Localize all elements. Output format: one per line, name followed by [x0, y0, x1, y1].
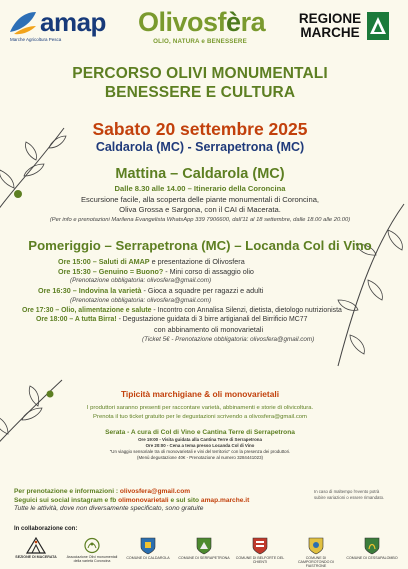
schedule-item: Ore 15:30 – Genuino = Buono? - Mini corso di assaggio olio [58, 266, 254, 276]
schedule-note: (Ticket 5€ - Prenotazione obbligatoria: olivosfera@gmail.com) [142, 335, 315, 343]
regione-wordmark: REGIONE MARCHE [298, 11, 362, 40]
morning-title: Mattina – Caldarola (MC) [115, 166, 285, 182]
afternoon-title: Pomeriggio – Serrapetrona (MC) – Locanda Col di Vino [28, 238, 372, 253]
partner-item: COMUNE DI CESSAPALOMBO [346, 537, 398, 560]
weather-disclaimer: In caso di maltempo l'evento potrà subire variazioni o essere rimandato. [314, 489, 385, 500]
morning-line: Oliva Grossa e Sargona, con il CAI di Macerata. [119, 205, 281, 214]
partner-item: Associazione Olivi monumentali della varietà Coroncina [66, 537, 118, 563]
camporotondo-crest-icon [308, 537, 324, 555]
serata-line: "Un viaggio sensoriale tra oli monovarietali e vini del territorio" con la presenza dei produttori. [109, 449, 291, 455]
schedule-item: Ore 15:00 – Saluti di AMAP e presentazione di Olivosfera [58, 257, 245, 266]
collaboration-label: In collaborazione con: [14, 526, 78, 532]
amap-subtitle: Marche Agricoltura Pesca [10, 37, 62, 42]
morning-info: (Per info e prenotazioni Marilena Evangelista WhatsApp 339 7906600, dall'11 al 18 settembre, dalle 18.00 alle 20.00) [49, 216, 351, 223]
partners-row [10, 537, 398, 569]
regione-marche-logo [294, 10, 392, 46]
morning-time: Dalle 8.30 alle 14.00 – Itinerario della Coroncina [114, 184, 286, 193]
belforte-crest-icon [252, 537, 268, 555]
event-places: Caldarola (MC) - Serrapetrona (MC) [95, 140, 305, 154]
schedule-note: (Prenotazione obbligatoria: olivosfera@gmail.com) [70, 296, 212, 304]
partner-item: SEZIONE DI MACERATA [10, 537, 62, 559]
page-title: PERCORSO OLIVI MONUMENTALI BENESSERE E CULTURA [72, 65, 328, 101]
afternoon-schedule [22, 257, 376, 344]
serata-line: Ore 20:00 - Cena a tema presso Locanda Col di Vino [145, 443, 255, 448]
caldarola-crest-icon [140, 537, 156, 555]
schedule-item: con abbinamento oli monovarietali [154, 324, 264, 334]
schedule-item: Ore 16:30 – Indovina la varietà - Gioca a squadre per ragazzi e adulti [38, 286, 264, 296]
schedule-item: Ore 18:00 – A tutta Birra! - Degustazione guidata di 3 birre artigianali del Birrificio MC77 [36, 316, 308, 324]
cai-logo-icon [26, 537, 46, 554]
partner-item: COMUNE DI SERRAPETRONA [178, 537, 230, 560]
amap-wordmark: amap [40, 7, 106, 37]
social-line: Seguici sui social instagram e fb olimonovarietali e sul sito amap.marche.it [14, 496, 250, 504]
contact-email-link[interactable]: olivosfera@gmail.com [119, 488, 191, 495]
event-date: Sabato 20 settembre 2025 [92, 119, 308, 139]
header-logos [0, 0, 400, 56]
serata-section [40, 429, 360, 462]
contact-line: Per prenotazione e informazioni : olivosfera@gmail.com [14, 488, 191, 495]
morning-line: Escursione facile, alla scoperta delle piante monumentali di Coroncina, [80, 194, 320, 204]
contacts-block [14, 488, 304, 514]
partner-item: COMUNE DI BELFORTE DEL CHIENTI [234, 537, 286, 564]
regione-emblem-icon [367, 12, 389, 40]
olivosfera-wordmark: Olivosfèra [138, 7, 266, 37]
serata-line: Ore 19:00 - Visita guidata alla Cantina Terre di Serrapetrona [138, 436, 262, 442]
website-link[interactable]: amap.marche.it [200, 496, 250, 504]
olive-association-icon [82, 537, 102, 554]
serrapetrona-crest-icon [196, 537, 212, 555]
schedule-note: (Prenotazione obbligatoria: olivosfera@gmail.com) [70, 277, 212, 285]
free-activities-note: Tutte le attività, dove non diversamente specificato, sono gratuite [14, 505, 204, 513]
partner-item: COMUNE DI CALDAROLA [122, 537, 174, 560]
morning-section [30, 184, 370, 225]
partner-item: COMUNE DI CAMPOROTONDO DI FIASTRONE [290, 537, 342, 569]
social-handle-link[interactable]: olimonovarietali [118, 496, 169, 504]
olivosfera-tagline: OLIO, NATURA e BENESSERE [153, 38, 247, 45]
olivosfera-logo [138, 7, 266, 48]
serata-title: Serata - A cura di Col di Vino e Cantina Terre di Serrapetrona [105, 429, 295, 436]
serata-line: (Menù degustazione 40€ - Prenotazione al numero 3284441023) [137, 455, 263, 461]
tipicita-heading: Tipicità marchigiane & oli monovarietali [120, 389, 280, 399]
schedule-item: Ore 17:30 – Olio, alimentazione e salute - Incontro con Annalisa Silenzi, dietista, dietologo nutrizionista [22, 306, 342, 314]
producers-note: I produttori saranno presenti per raccontare varietà, abbinamenti e storie di olivicoltura. Prenota il tuo ticket gratuito per le degustazioni scrivendo a olivosfera@gmail.com [86, 405, 314, 420]
amap-logo [8, 8, 126, 48]
cessapalombo-crest-icon [364, 537, 380, 555]
amap-leaf-icon [8, 10, 38, 36]
